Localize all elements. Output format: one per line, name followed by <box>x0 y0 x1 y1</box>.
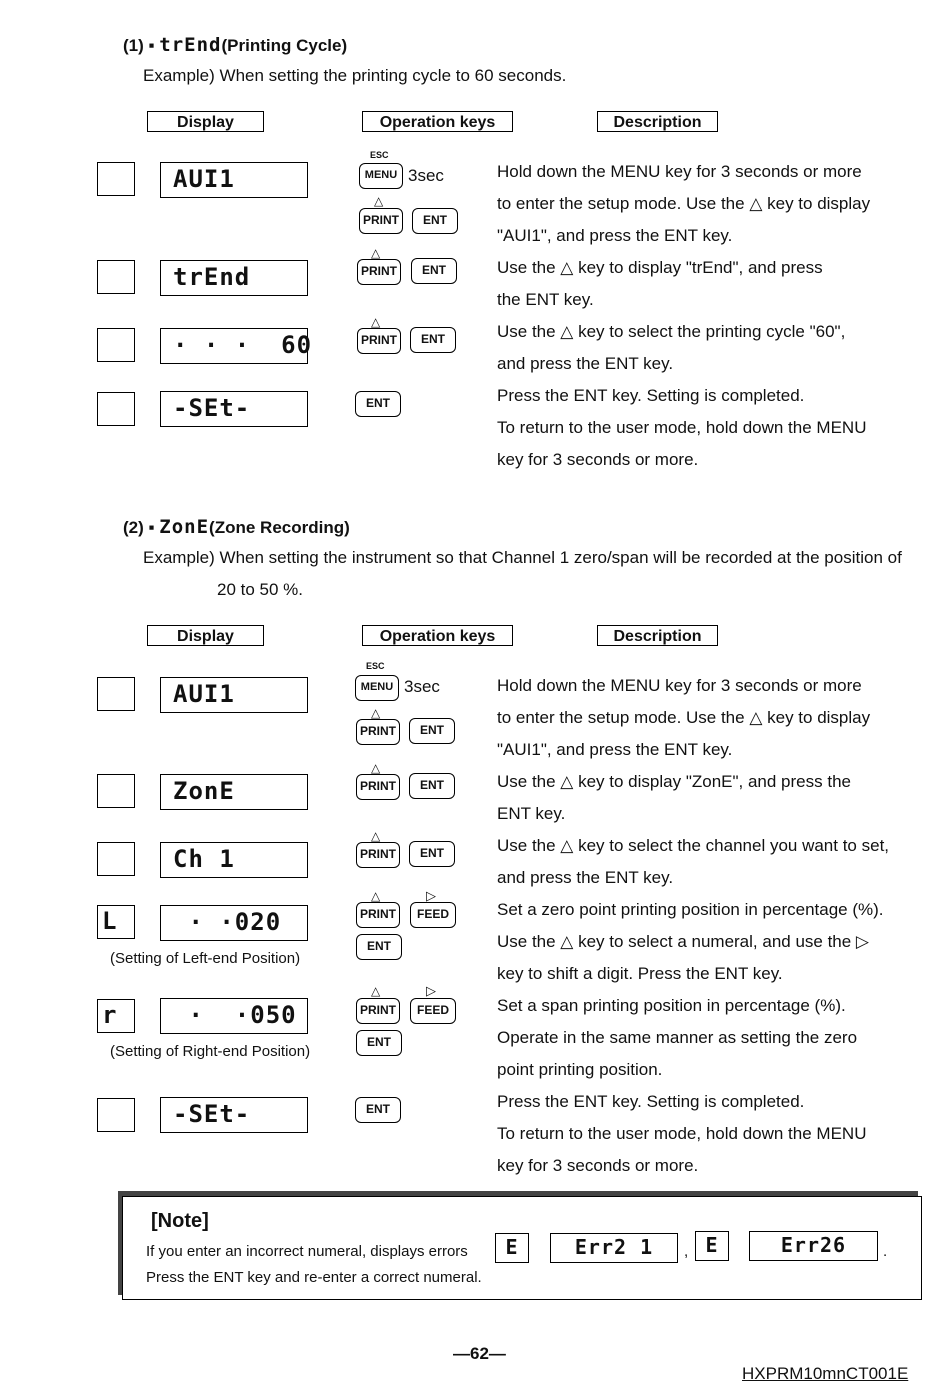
ent-key[interactable]: ENT <box>355 391 401 417</box>
print-key[interactable]: PRINT <box>359 208 403 234</box>
main-display <box>160 260 308 296</box>
print-key[interactable]: PRINT <box>356 902 400 928</box>
display-value: · ·020 <box>173 908 282 936</box>
sub-display-box <box>97 677 135 711</box>
feed-key[interactable]: FEED <box>410 902 456 928</box>
end-period: . <box>883 1243 888 1260</box>
error-display-code: Err26 <box>749 1231 878 1261</box>
column-header-operation-keys: Operation keys <box>362 625 513 646</box>
display-value: · · · 60 <box>173 331 313 359</box>
page-number: —62— <box>453 1344 506 1363</box>
description-line: Set a span printing position in percentage (%). <box>497 996 846 1015</box>
sub-display-box <box>97 774 135 808</box>
ent-key[interactable]: ENT <box>411 258 457 284</box>
sub-display-box <box>97 260 135 294</box>
display-value: · ·050 <box>173 1001 297 1029</box>
column-header-operation-keys: Operation keys <box>362 111 513 132</box>
display-value: AUI1 <box>173 680 235 708</box>
description-line: and press the ENT key. <box>497 354 674 373</box>
description-line: to enter the setup mode. Use the △ key to display <box>497 194 871 213</box>
description-line: to enter the setup mode. Use the △ key to display <box>497 708 871 727</box>
error-display-code: Err2 1 <box>550 1233 678 1263</box>
display-value: -SEt- <box>173 394 251 422</box>
display-value: ZonE <box>173 777 235 805</box>
description-line: To return to the user mode, hold down the MENU <box>497 418 867 437</box>
display-value: trEnd <box>173 263 251 291</box>
section-number: (2) <box>123 518 144 537</box>
description-line: "AUI1", and press the ENT key. <box>497 740 733 759</box>
menu-key[interactable]: MENU <box>355 675 399 701</box>
main-display <box>160 905 308 941</box>
description-line: key for 3 seconds or more. <box>497 1156 699 1175</box>
description-line: ENT key. <box>497 804 566 823</box>
esc-label: ESC <box>366 661 385 671</box>
main-display <box>160 677 308 713</box>
display-caption: (Setting of Left-end Position) <box>110 950 301 967</box>
main-display <box>160 1097 308 1133</box>
document-id: HXPRM10mnCT001E <box>742 1364 909 1383</box>
print-key[interactable]: PRINT <box>356 842 400 868</box>
main-display <box>160 328 313 364</box>
column-header-display: Display <box>147 625 264 646</box>
right-end-indicator: r <box>97 999 135 1033</box>
print-key[interactable]: PRINT <box>356 998 400 1024</box>
description-line: Use the △ key to display "ZonE", and press the <box>497 772 851 791</box>
section2-heading <box>123 516 350 538</box>
description-line: Set a zero point printing position in percentage (%). <box>497 900 884 919</box>
description-line: key for 3 seconds or more. <box>497 450 699 469</box>
ent-key[interactable]: ENT <box>409 773 455 799</box>
print-key[interactable]: PRINT <box>356 719 400 745</box>
setting-code: ZonE <box>159 516 210 538</box>
error-display-left: E <box>495 1233 529 1263</box>
display-value: Ch 1 <box>173 845 235 873</box>
section-title: (Printing Cycle) <box>221 36 348 55</box>
note-title: [Note] <box>151 1210 209 1232</box>
ent-key[interactable]: ENT <box>409 841 455 867</box>
up-triangle-icon: △ <box>374 194 384 208</box>
section1-description <box>497 156 870 476</box>
error-display-left: E <box>695 1231 729 1261</box>
feed-key[interactable]: FEED <box>410 998 456 1024</box>
print-key[interactable]: PRINT <box>356 774 400 800</box>
up-triangle-icon: △ <box>371 315 381 329</box>
up-triangle-icon: △ <box>371 984 381 998</box>
ent-key[interactable]: ENT <box>410 327 456 353</box>
left-end-indicator: L <box>97 905 135 939</box>
ent-key[interactable]: ENT <box>412 208 458 234</box>
right-triangle-icon: ▷ <box>426 983 436 998</box>
main-display <box>160 998 308 1034</box>
description-line: Operate in the same manner as setting the zero <box>497 1028 858 1047</box>
column-header-description: Description <box>597 625 718 646</box>
hold-duration: 3sec <box>408 166 444 185</box>
sub-display-box <box>97 328 135 362</box>
note-box <box>122 1196 922 1300</box>
main-display <box>160 774 308 810</box>
description-line: point printing position. <box>497 1060 663 1079</box>
ent-key[interactable]: ENT <box>409 718 455 744</box>
bullet: ▪ <box>148 36 155 55</box>
description-line: Press the ENT key. Setting is completed. <box>497 1092 805 1111</box>
main-display <box>160 162 308 198</box>
section1-example: Example) When setting the printing cycle to 60 seconds. <box>143 66 567 85</box>
note-line-2: Press the ENT key and re-enter a correct numeral. <box>146 1269 482 1286</box>
description-line: and press the ENT key. <box>497 868 674 887</box>
description-line: "AUI1", and press the ENT key. <box>497 226 733 245</box>
display-value: -SEt- <box>173 1100 251 1128</box>
description-line: key to shift a digit. Press the ENT key. <box>497 964 783 983</box>
up-triangle-icon: △ <box>371 889 381 903</box>
main-display <box>160 842 308 878</box>
description-line: Hold down the MENU key for 3 seconds or more <box>497 676 862 695</box>
description-line: the ENT key. <box>497 290 594 309</box>
display-caption: (Setting of Right-end Position) <box>110 1043 311 1060</box>
setting-code: trEnd <box>159 34 222 56</box>
up-triangle-icon: △ <box>371 761 381 775</box>
description-line: To return to the user mode, hold down the MENU <box>497 1124 867 1143</box>
sub-display-box <box>97 842 135 876</box>
section2-description <box>497 670 889 1182</box>
right-triangle-icon: ▷ <box>426 888 436 903</box>
note-line-1: If you enter an incorrect numeral, displays errors <box>146 1243 468 1260</box>
description-line: Use the △ key to display "trEnd", and press <box>497 258 823 277</box>
sub-display-box <box>97 1098 135 1132</box>
section-number: (1) <box>123 36 144 55</box>
hold-duration: 3sec <box>404 677 440 696</box>
ent-key[interactable]: ENT <box>356 1030 402 1056</box>
ent-key[interactable]: ENT <box>356 934 402 960</box>
esc-label: ESC <box>370 150 389 160</box>
description-line: Press the ENT key. Setting is completed. <box>497 386 805 405</box>
description-line: Use the △ key to select the printing cycle "60", <box>497 322 846 341</box>
column-header-display: Display <box>147 111 264 132</box>
sub-display-box <box>97 392 135 426</box>
ent-key[interactable]: ENT <box>355 1097 401 1123</box>
section2-example-cont: 20 to 50 %. <box>217 580 304 599</box>
description-line: Use the △ key to select the channel you want to set, <box>497 836 890 855</box>
print-key[interactable]: PRINT <box>357 259 401 285</box>
section2-example: Example) When setting the instrument so that Channel 1 zero/span will be recorded at the position of <box>143 548 902 567</box>
section1-heading <box>123 34 347 56</box>
up-triangle-icon: △ <box>371 706 381 720</box>
print-key[interactable]: PRINT <box>357 328 401 354</box>
description-line: Hold down the MENU key for 3 seconds or more <box>497 162 862 181</box>
up-triangle-icon: △ <box>371 246 381 260</box>
section-title: (Zone Recording) <box>209 518 350 537</box>
description-line: Use the △ key to select a numeral, and use the ▷ <box>497 932 870 951</box>
separator-comma: , <box>684 1243 689 1260</box>
main-display <box>160 391 308 427</box>
bullet: ▪ <box>148 518 155 537</box>
display-value: AUI1 <box>173 165 235 193</box>
up-triangle-icon: △ <box>371 829 381 843</box>
column-header-description: Description <box>597 111 718 132</box>
sub-display-box <box>97 162 135 196</box>
menu-key[interactable]: MENU <box>359 163 403 189</box>
